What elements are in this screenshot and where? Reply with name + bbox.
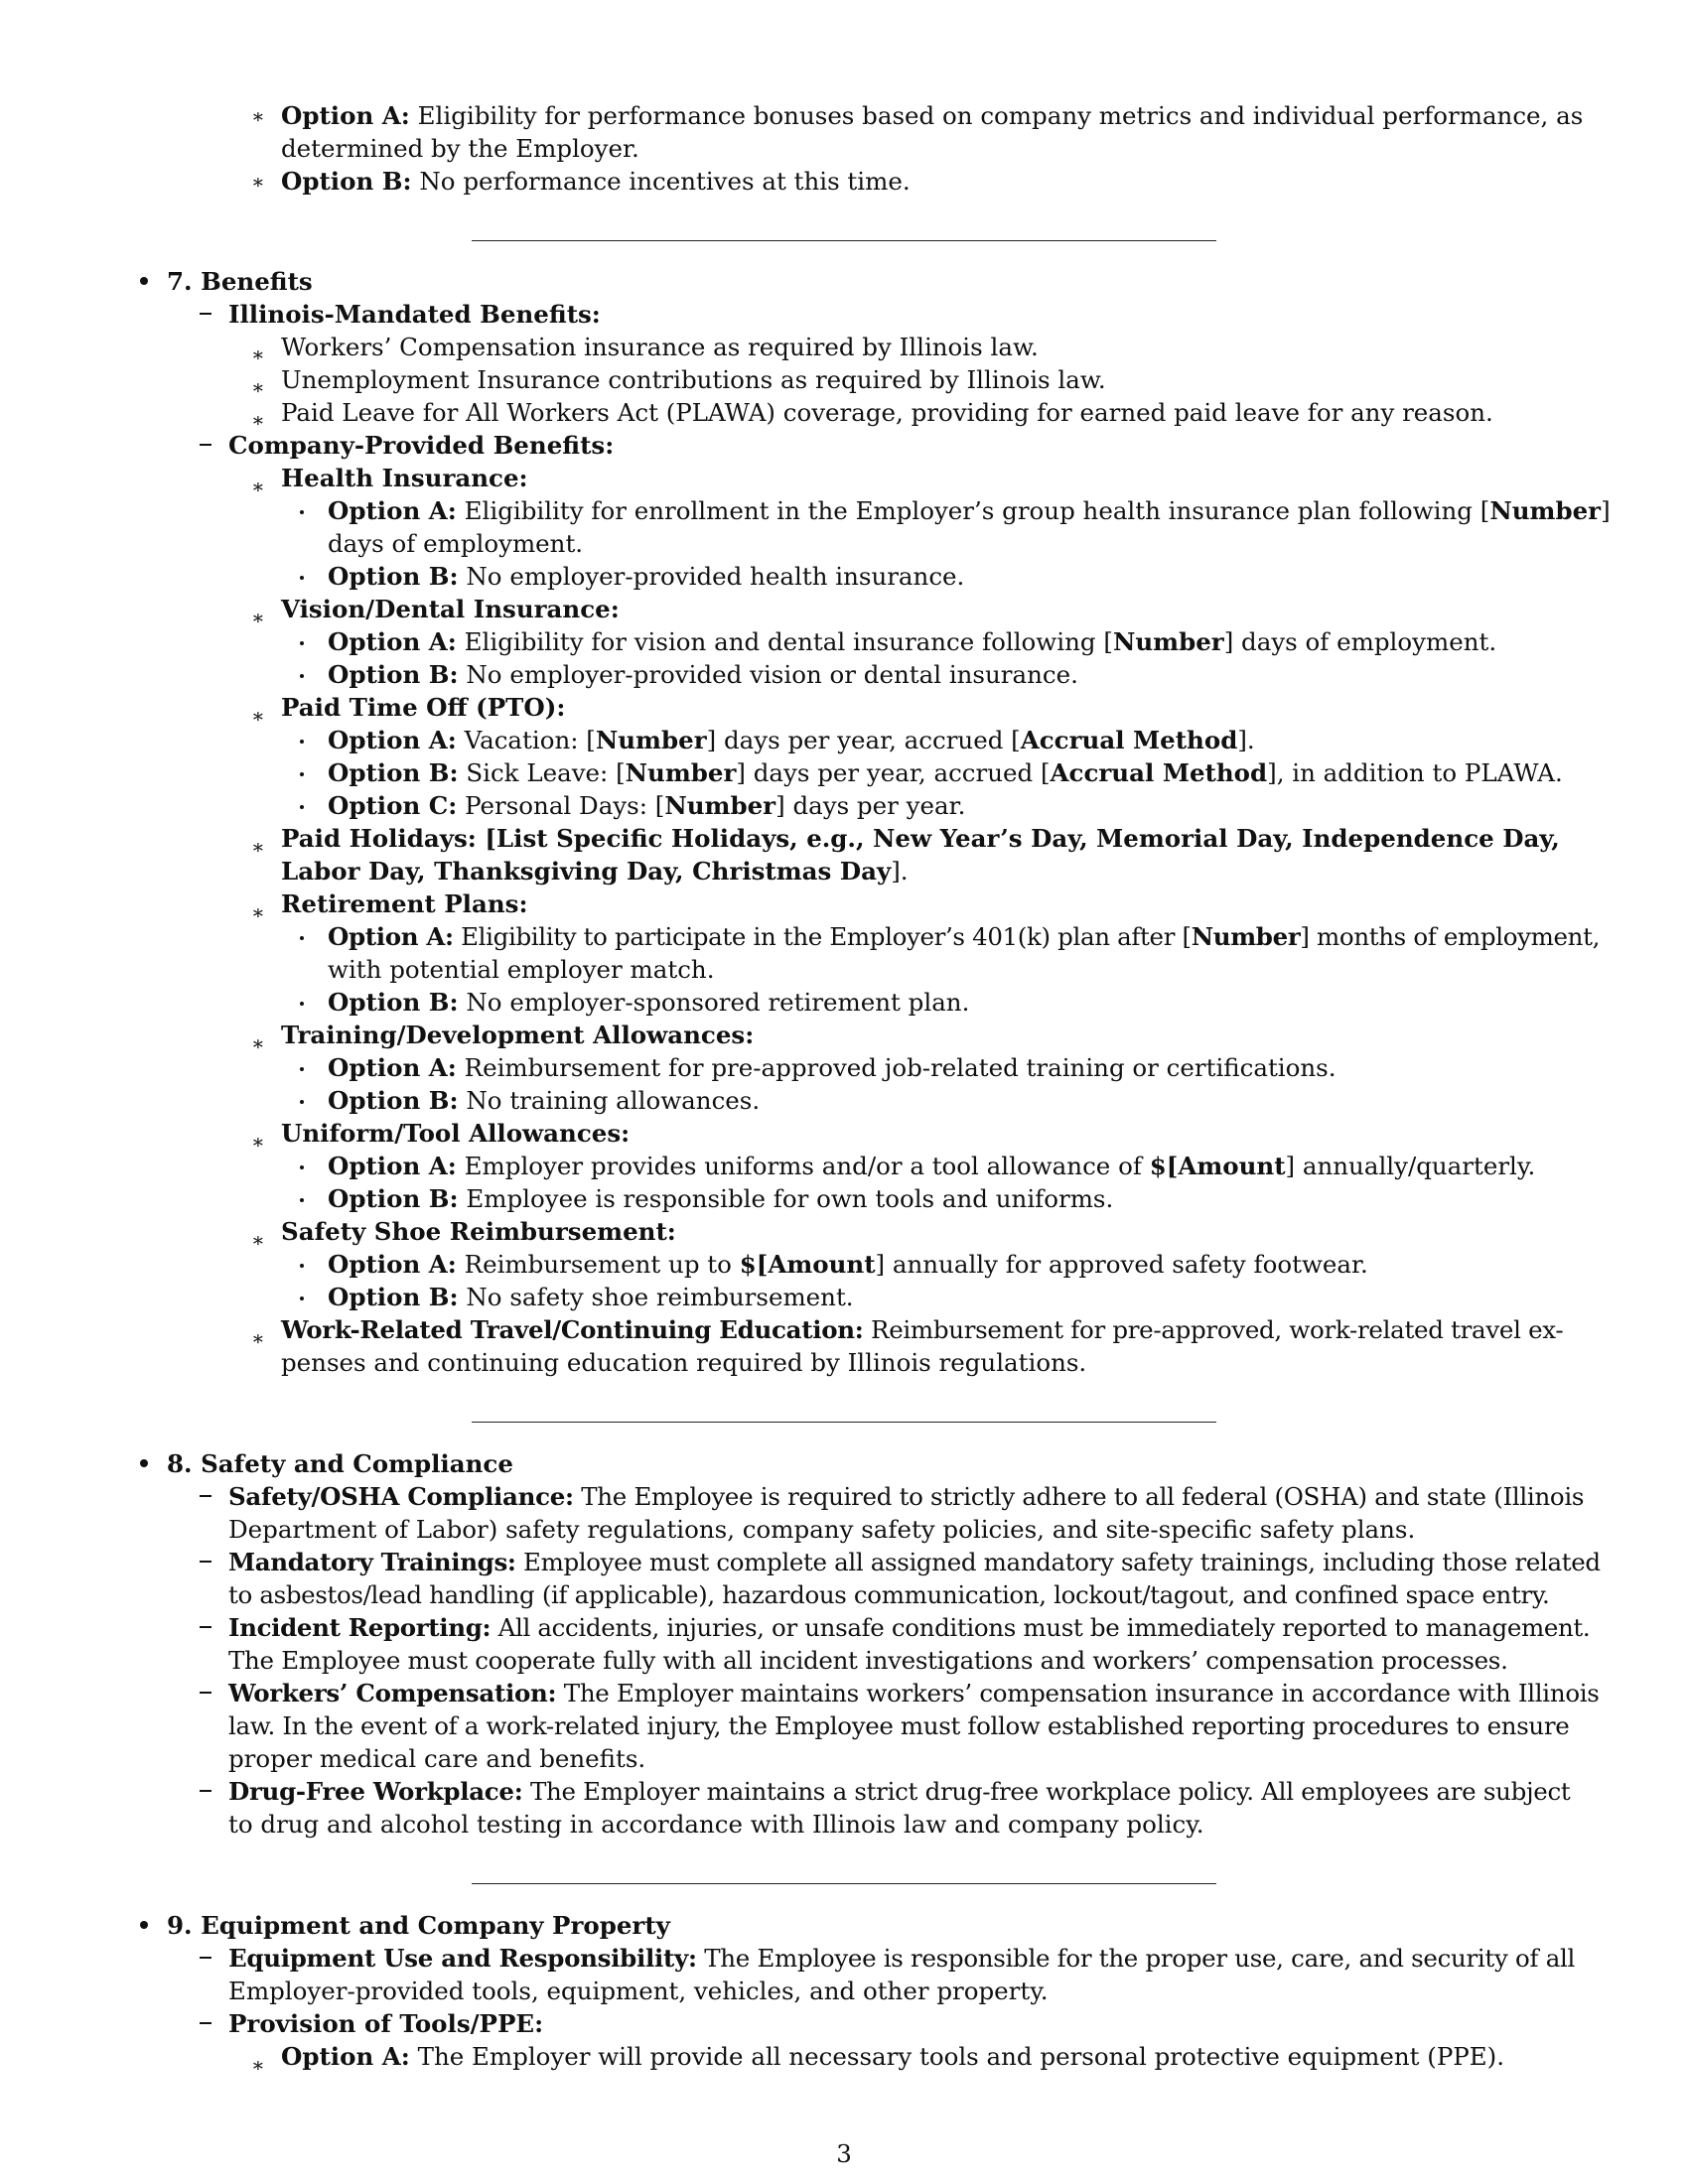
asterisk-bullet-icon: ∗ <box>251 104 265 128</box>
health-option-a-cont: days of employment. <box>328 529 584 558</box>
dash-bullet-icon <box>200 1495 211 1497</box>
provision-tools-heading: Provision of Tools/PPE: <box>228 2009 544 2038</box>
small-dot-bullet-icon <box>300 936 304 940</box>
asterisk-bullet-icon: ∗ <box>251 375 265 399</box>
uniform-heading: Uniform/Tool Allowances: <box>281 1119 631 1148</box>
section-divider <box>472 1422 1216 1423</box>
paid-holidays-cont: Labor Day, Thanksgiving Day, Christmas Day]. <box>281 857 909 886</box>
equipment-use-cont: Employer-provided tools, equipment, vehicles, and other property. <box>228 1977 1049 2005</box>
asterisk-bullet-icon: ∗ <box>251 1130 265 1154</box>
round-bullet-icon <box>140 1921 148 1929</box>
small-dot-bullet-icon <box>300 772 304 776</box>
mandatory-trainings-cont: to asbestos/lead handling (if applicable), hazardous communication, lockout/tagout, and confined space entry. <box>228 1580 1550 1609</box>
retirement-option-a-cont: with potential employer match. <box>328 955 715 984</box>
asterisk-bullet-icon: ∗ <box>251 900 265 924</box>
uniform-option-b: Option B: Employee is responsible for own tools and uniforms. <box>328 1184 1114 1213</box>
travel-education: Work-Related Travel/Continuing Education: Reimbursement for pre-approved, work-related travel ex- <box>281 1315 1564 1344</box>
mandatory-trainings: Mandatory Trainings: Employee must complete all assigned mandatory safety trainings, including those related <box>228 1548 1601 1576</box>
incident-reporting: Incident Reporting: All accidents, injuries, or unsafe conditions must be immediately reported to management. <box>228 1613 1591 1642</box>
mandated-item: Workers’ Compensation insurance as required by Illinois law. <box>281 333 1039 361</box>
mandated-benefits-heading: Illinois-Mandated Benefits: <box>228 300 601 329</box>
small-dot-bullet-icon <box>300 740 304 744</box>
training-option-a: Option A: Reimbursement for pre-approved job-related training or certifications. <box>328 1053 1336 1082</box>
asterisk-bullet-icon: ∗ <box>251 606 265 629</box>
asterisk-bullet-icon: ∗ <box>251 1228 265 1252</box>
small-dot-bullet-icon <box>300 1264 304 1268</box>
dash-bullet-icon <box>200 1692 211 1694</box>
pto-option-b: Option B: Sick Leave: [Number] days per year, accrued [Accrual Method], in addition to PLAWA. <box>328 758 1563 787</box>
option-a-performance: Option A: Eligibility for performance bonuses based on company metrics and individual performance, as <box>281 101 1584 130</box>
health-option-b: Option B: No employer-provided health insurance. <box>328 562 965 591</box>
paid-holidays: Paid Holidays: [List Specific Holidays, e.g., New Year’s Day, Memorial Day, Independence Day, <box>281 824 1560 853</box>
asterisk-bullet-icon: ∗ <box>251 704 265 728</box>
small-dot-bullet-icon <box>300 1165 304 1169</box>
osha-compliance: Safety/OSHA Compliance: The Employee is required to strictly adhere to all federal (OSHA) and state (Illinois <box>228 1482 1585 1511</box>
training-option-b: Option B: No training allowances. <box>328 1086 761 1115</box>
equipment-use: Equipment Use and Responsibility: The Employee is responsible for the proper use, care, and security of all <box>228 1944 1576 1973</box>
drug-free-workplace-cont: to drug and alcohol testing in accordance with Illinois law and company policy. <box>228 1810 1204 1839</box>
asterisk-bullet-icon: ∗ <box>251 835 265 859</box>
dash-bullet-icon <box>200 1626 211 1628</box>
osha-compliance-cont: Department of Labor) safety regulations, company safety policies, and site-specific safety plans. <box>228 1515 1416 1544</box>
dash-bullet-icon <box>200 313 211 315</box>
vision-option-a: Option A: Eligibility for vision and dental insurance following [Number] days of employment. <box>328 627 1497 656</box>
workers-compensation-cont: law. In the event of a work-related injury, the Employee must follow established reporting procedures to ensure <box>228 1711 1570 1740</box>
asterisk-bullet-icon: ∗ <box>251 1031 265 1055</box>
retirement-option-a: Option A: Eligibility to participate in the Employer’s 401(k) plan after [Number] months of employment, <box>328 922 1601 951</box>
asterisk-bullet-icon: ∗ <box>251 1326 265 1350</box>
small-dot-bullet-icon <box>300 1002 304 1006</box>
mandated-item: Paid Leave for All Workers Act (PLAWA) coverage, providing for earned paid leave for any reason. <box>281 398 1493 427</box>
round-bullet-icon <box>140 1459 148 1467</box>
small-dot-bullet-icon <box>300 805 304 809</box>
retirement-option-b: Option B: No employer-sponsored retirement plan. <box>328 988 970 1017</box>
workers-compensation-cont: proper medical care and benefits. <box>228 1744 646 1773</box>
round-bullet-icon <box>140 277 148 285</box>
asterisk-bullet-icon: ∗ <box>251 342 265 366</box>
health-insurance-heading: Health Insurance: <box>281 464 528 492</box>
page-number: 3 <box>836 2139 852 2168</box>
incident-reporting-cont: The Employee must cooperate fully with all incident investigations and workers’ compensation processes. <box>228 1646 1508 1675</box>
option-b-performance: Option B: No performance incentives at this time. <box>281 167 911 196</box>
dash-bullet-icon <box>200 1957 211 1959</box>
section-7-title: 7. Benefits <box>167 267 313 296</box>
dash-bullet-icon <box>200 2022 211 2024</box>
mandated-item: Unemployment Insurance contributions as required by Illinois law. <box>281 365 1106 394</box>
shoe-option-b: Option B: No safety shoe reimbursement. <box>328 1283 854 1311</box>
ppe-option-a: Option A: The Employer will provide all necessary tools and personal protective equipment (PPE). <box>281 2042 1505 2071</box>
small-dot-bullet-icon <box>300 510 304 514</box>
pto-option-c: Option C: Personal Days: [Number] days per year. <box>328 791 966 820</box>
section-8-title: 8. Safety and Compliance <box>167 1449 513 1478</box>
training-heading: Training/Development Allowances: <box>281 1021 755 1049</box>
health-option-a: Option A: Eligibility for enrollment in the Employer’s group health insurance plan following [Number] <box>328 496 1611 525</box>
company-benefits-heading: Company-Provided Benefits: <box>228 431 615 460</box>
shoe-option-a: Option A: Reimbursement up to $[Amount] annually for approved safety footwear. <box>328 1250 1368 1279</box>
section-divider <box>472 1883 1216 1884</box>
option-a-performance-cont: determined by the Employer. <box>281 134 639 163</box>
dash-bullet-icon <box>200 444 211 446</box>
retirement-heading: Retirement Plans: <box>281 889 528 918</box>
dash-bullet-icon <box>200 1790 211 1792</box>
asterisk-bullet-icon: ∗ <box>251 408 265 432</box>
uniform-option-a: Option A: Employer provides uniforms and/or a tool allowance of $[Amount] annually/quarterly. <box>328 1152 1536 1180</box>
small-dot-bullet-icon <box>300 641 304 645</box>
small-dot-bullet-icon <box>300 674 304 678</box>
small-dot-bullet-icon <box>300 1198 304 1202</box>
section-divider <box>472 240 1216 241</box>
small-dot-bullet-icon <box>300 1100 304 1104</box>
travel-education-cont: penses and continuing education required by Illinois regulations. <box>281 1348 1087 1377</box>
workers-compensation: Workers’ Compensation: The Employer maintains workers’ compensation insurance in accordance with Illinois <box>228 1679 1600 1707</box>
drug-free-workplace: Drug-Free Workplace: The Employer maintains a strict drug-free workplace policy. All employees are subject <box>228 1777 1571 1806</box>
pto-option-a: Option A: Vacation: [Number] days per year, accrued [Accrual Method]. <box>328 726 1255 754</box>
asterisk-bullet-icon: ∗ <box>251 2053 265 2077</box>
asterisk-bullet-icon: ∗ <box>251 475 265 498</box>
shoe-heading: Safety Shoe Reimbursement: <box>281 1217 676 1246</box>
small-dot-bullet-icon <box>300 1067 304 1071</box>
small-dot-bullet-icon <box>300 576 304 580</box>
small-dot-bullet-icon <box>300 1297 304 1300</box>
asterisk-bullet-icon: ∗ <box>251 170 265 194</box>
vision-dental-heading: Vision/Dental Insurance: <box>281 595 620 623</box>
dash-bullet-icon <box>200 1561 211 1563</box>
pto-heading: Paid Time Off (PTO): <box>281 693 566 722</box>
vision-option-b: Option B: No employer-provided vision or dental insurance. <box>328 660 1078 689</box>
section-9-title: 9. Equipment and Company Property <box>167 1911 670 1940</box>
